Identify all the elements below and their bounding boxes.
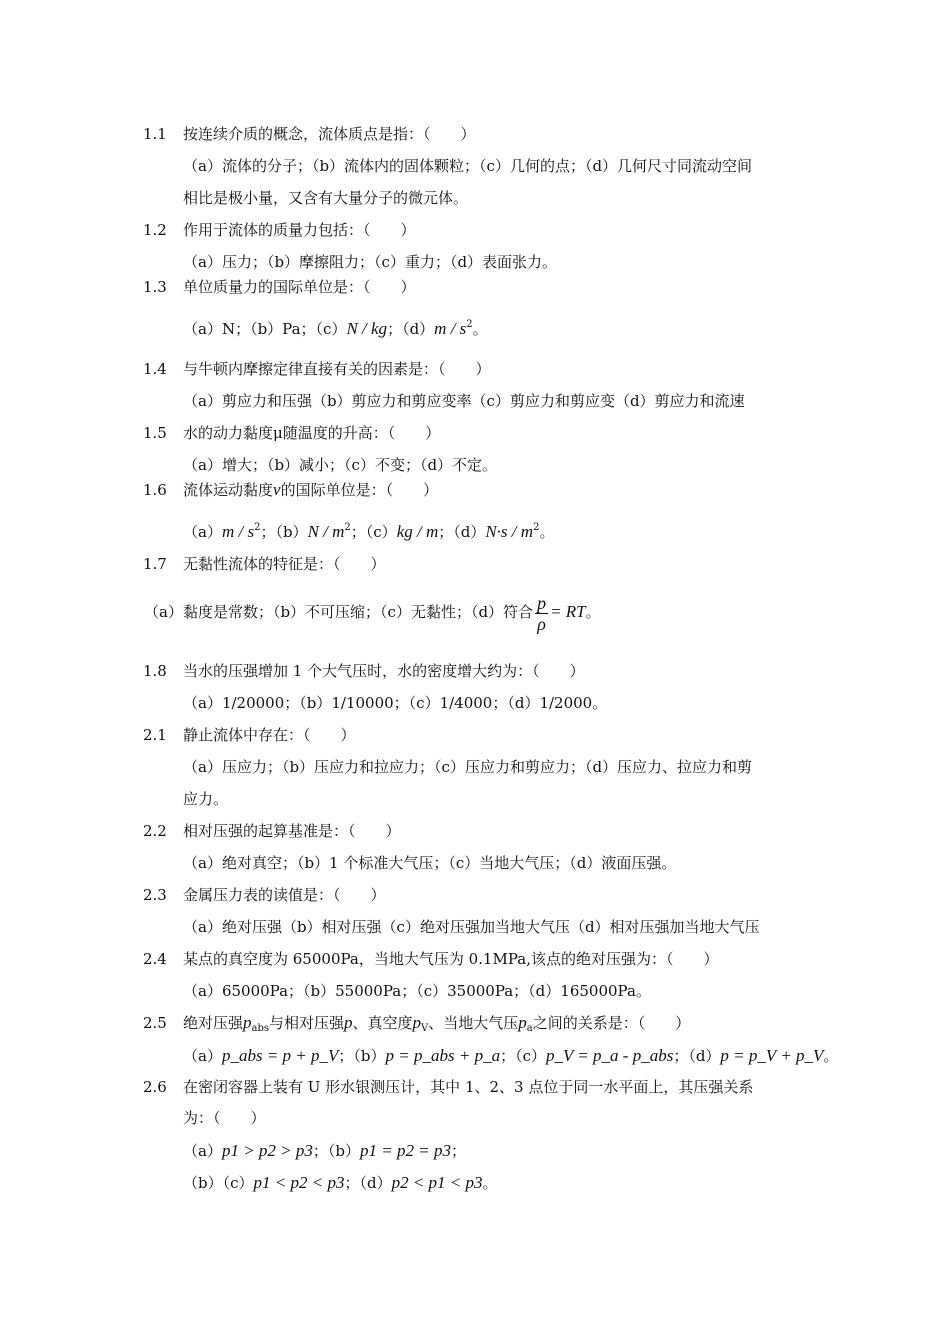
- formula: p1 = p2 = p3: [360, 1141, 451, 1160]
- nu-symbol: ν: [273, 480, 281, 499]
- punctuation: 。: [585, 603, 601, 621]
- question-text-part: 、当地大气压: [428, 1014, 519, 1032]
- option-c: （c）: [315, 320, 347, 338]
- option-a: （a）: [183, 1047, 222, 1065]
- fraction-numerator: p: [537, 592, 547, 613]
- question-number: 2.6: [143, 1078, 167, 1096]
- options-text: （a）流体的分子；（b）流体内的固体颗粒；（c）几何的点；（d）几何尺寸同流动空间: [183, 157, 753, 175]
- options-text: （a）压力；（b）摩擦阻力；（c）重力；（d）表面张力。: [183, 253, 558, 271]
- option-d: ；（d）: [438, 523, 486, 541]
- question-text-part: 、真空度: [352, 1014, 413, 1032]
- question-number: 1.4: [143, 360, 167, 378]
- symbol-p: p: [243, 1013, 252, 1032]
- question-number: 1.8: [143, 662, 167, 680]
- question-text-part: 的国际单位是：（ ）: [280, 481, 439, 499]
- option-d: ；（d）: [673, 1047, 721, 1065]
- question-text-part: 流体运动黏度: [183, 481, 274, 499]
- options-text: （a）绝对真空；（b）1 个标准大气压；（c）当地大气压；（d）液面压强。: [183, 854, 677, 872]
- unit-formula: N·s / m: [485, 522, 534, 541]
- question-text-part: 之间的关系是：（ ）: [532, 1014, 691, 1032]
- question-text: 在密闭容器上装有 U 形水银测压计，其中 1、2、3 点位于同一水平面上，其压强关系: [183, 1078, 754, 1096]
- exponent: 2: [254, 522, 261, 533]
- question-number: 2.4: [143, 950, 167, 968]
- question-text: [183, 480, 438, 500]
- option-b: ；（b）: [338, 1047, 386, 1065]
- symbol-p: p: [518, 1013, 527, 1032]
- question-text: 按连续介质的概念，流体质点是指：（ ）: [183, 125, 476, 143]
- question-number: 2.2: [143, 822, 167, 840]
- formula: p = p_V + p_V: [720, 1046, 824, 1065]
- question-text: 单位质量力的国际单位是：（ ）: [183, 278, 416, 296]
- options-text: [144, 592, 601, 634]
- symbol-p: p: [344, 1013, 353, 1032]
- option-c: ；（c）: [350, 523, 397, 541]
- options-text: [183, 1141, 466, 1161]
- options-text: [183, 518, 554, 542]
- question-text: 相对压强的起算基准是：（ ）: [183, 822, 401, 840]
- options-text: （a）压应力；（b）压应力和拉应力；（c）压应力和剪应力；（d）压应力、拉应力和剪: [183, 758, 753, 776]
- option-b-c: （b）（c）: [183, 1174, 254, 1192]
- subscript: a: [526, 1023, 533, 1034]
- exponent: 2: [344, 522, 351, 533]
- question-number: 2.5: [143, 1014, 167, 1032]
- symbol-p: p: [412, 1013, 422, 1032]
- punctuation: 。: [482, 1174, 498, 1192]
- unit-formula: m / s: [221, 522, 255, 541]
- formula: p_V = p_a - p_abs: [545, 1046, 674, 1065]
- option-b: ；（b）: [260, 523, 308, 541]
- unit-formula: kg / m: [396, 522, 439, 541]
- question-number: 1.1: [143, 125, 167, 143]
- question-text: [183, 1013, 690, 1039]
- question-text: 水的动力黏度μ随温度的升高：（ ）: [183, 424, 441, 442]
- punctuation: ；: [450, 1142, 466, 1160]
- option-c: ；（c）: [500, 1047, 546, 1065]
- question-text-part: 绝对压强: [183, 1014, 244, 1032]
- subscript: abs: [251, 1023, 270, 1034]
- options-text: 相比是极小量，又含有大量分子的微元体。: [183, 189, 469, 207]
- question-number: 1.3: [143, 278, 167, 296]
- option-b: （b）Pa；: [250, 320, 316, 338]
- options-text: （a）增大；（b）减小；（c）不变；（d）不定。: [183, 456, 498, 474]
- question-text: 某点的真空度为 65000Pa，当地大气压为 0.1MPa,该点的绝对压强为：（ ）: [183, 950, 719, 968]
- fraction: [535, 593, 548, 634]
- unit-formula: m / s: [434, 319, 467, 338]
- question-number: 2.3: [143, 886, 167, 904]
- formula: p_abs = p + p_V: [221, 1046, 339, 1065]
- exponent: 2: [466, 319, 473, 330]
- options-text: [183, 1173, 498, 1193]
- formula-rhs: = RT: [550, 602, 586, 621]
- options-text: （a）1/20000；（b）1/10000；（c）1/4000；（d）1/2000。: [183, 694, 608, 712]
- formula: p2 < p1 < p3: [391, 1173, 483, 1192]
- question-number: 2.1: [143, 726, 167, 744]
- fraction-denominator: ρ: [537, 613, 546, 634]
- formula: p1 > p2 > p3: [221, 1141, 313, 1160]
- exponent: 2: [533, 522, 540, 533]
- question-text: 静止流体中存在：（ ）: [183, 726, 356, 744]
- formula: p1 < p2 < p3: [253, 1173, 345, 1192]
- options-text: （a）绝对压强（b）相对压强（c）绝对压强加当地大气压（d）相对压强加当地大气压: [183, 918, 760, 936]
- option-a: （a）: [183, 1142, 222, 1160]
- formula: p = p_abs + p_a: [385, 1046, 501, 1065]
- punctuation: 。: [823, 1047, 839, 1065]
- options-text: 应力。: [183, 790, 229, 808]
- options-text: （a）65000Pa；（b）55000Pa；（c）35000Pa；（d）165000Pa。: [183, 982, 651, 1000]
- punctuation: 。: [539, 523, 555, 541]
- question-number: 1.6: [143, 481, 167, 499]
- question-text: 当水的压强增加 1 个大气压时，水的密度增大约为：（ ）: [183, 662, 585, 680]
- question-text: 无黏性流体的特征是：（ ）: [183, 555, 386, 573]
- question-number: 1.5: [143, 424, 167, 442]
- question-number: 1.7: [143, 555, 167, 573]
- option-d: ；（d）: [387, 320, 435, 338]
- option-b: ；（b）: [312, 1142, 361, 1160]
- unit-formula: N / kg: [346, 319, 388, 338]
- options-text: [183, 1046, 838, 1066]
- question-text-part: 与相对压强: [269, 1014, 345, 1032]
- option-d: ；（d）: [344, 1174, 392, 1192]
- subscript: V: [421, 1023, 429, 1034]
- unit-formula: N / m: [307, 522, 345, 541]
- question-text: 作用于流体的质量力包括：（ ）: [183, 221, 416, 239]
- question-text: 为：（ ）: [183, 1109, 266, 1127]
- options-text-part: （a）黏度是常数；（b）不可压缩；（c）无黏性；（d）符合: [144, 603, 534, 621]
- option-a: （a）: [183, 523, 222, 541]
- question-text: 金属压力表的读值是：（ ）: [183, 886, 386, 904]
- option-a: （a）N；: [183, 320, 251, 338]
- question-number: 1.2: [143, 221, 167, 239]
- options-text: [183, 315, 488, 339]
- punctuation: 。: [472, 320, 488, 338]
- question-text: 与牛顿内摩擦定律直接有关的因素是：（ ）: [183, 360, 491, 378]
- options-text: （a）剪应力和压强（b）剪应力和剪应变率（c）剪应力和剪应变（d）剪应力和流速: [183, 392, 745, 410]
